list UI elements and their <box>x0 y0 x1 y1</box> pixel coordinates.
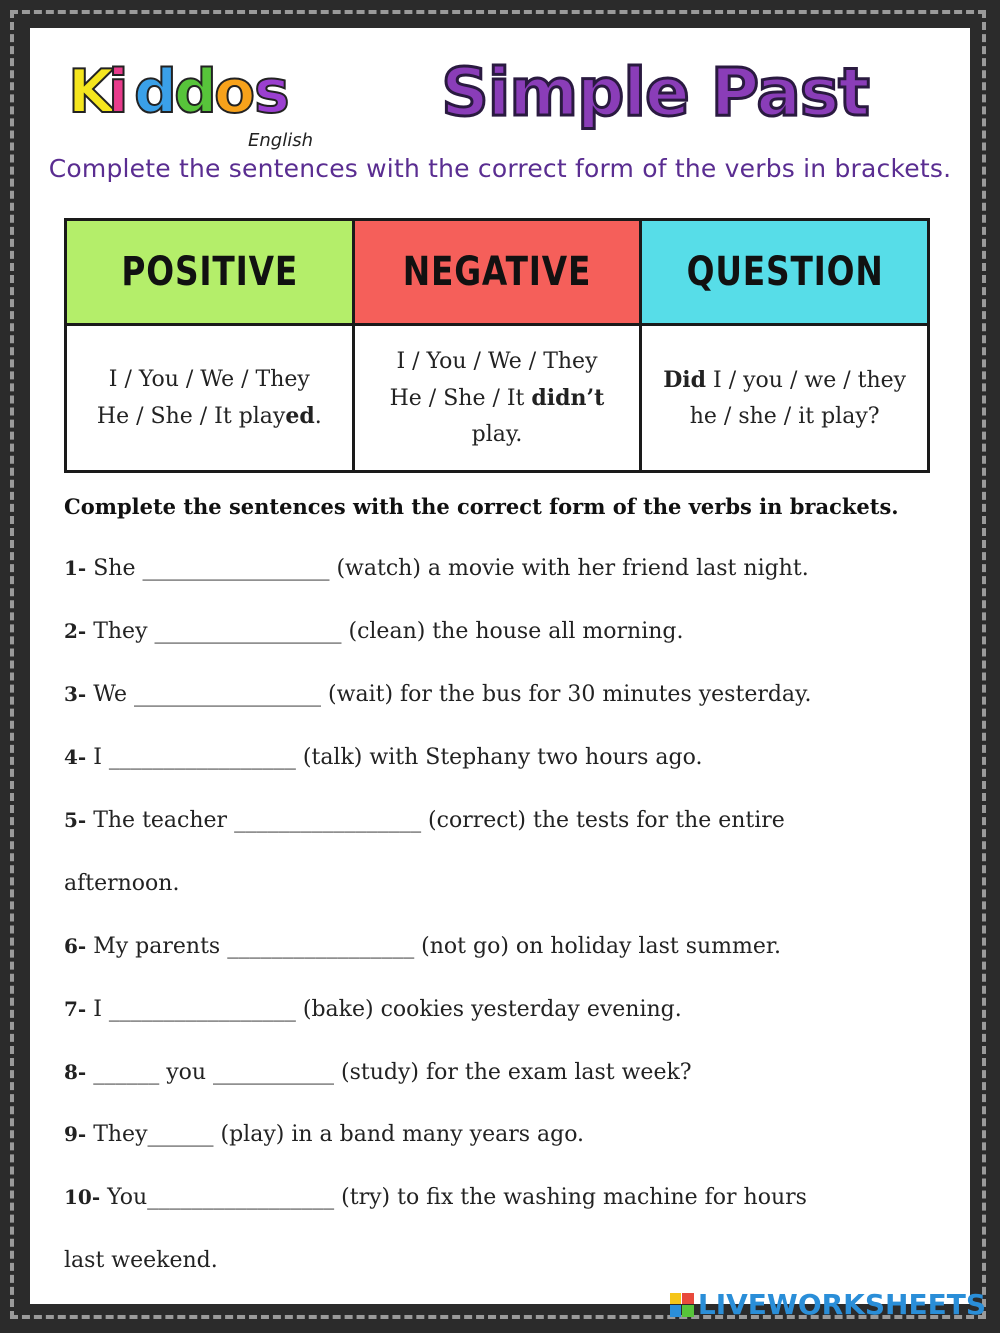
exercise-line: 1- She _________________ (watch) a movie with her friend last night. <box>64 556 809 581</box>
exercise-line: 6- My parents _________________ (not go) on holiday last summer. <box>64 934 782 959</box>
exercise-line: 4- I _________________ (talk) with Stephany two hours ago. <box>64 745 703 770</box>
header-negative: NEGATIVE <box>353 220 641 325</box>
logo-letter: o <box>214 57 254 127</box>
exercise-line: afternoon. <box>64 871 180 896</box>
cell-question: Did I / you / we / they he / she / it play? <box>641 325 929 472</box>
top-instruction: Complete the sentences with the correct form of the verbs in brackets. <box>48 154 952 183</box>
watermark-text: LIVEWORKSHEETS <box>697 1288 986 1321</box>
logo-letter: K <box>68 57 113 127</box>
exercise-line: 5- The teacher _________________ (correct) the tests for the entire <box>64 808 785 833</box>
logo-letter: d <box>134 57 175 127</box>
exercise-line: last weekend. <box>64 1248 218 1273</box>
exercise-line: 7- I _________________ (bake) cookies yesterday evening. <box>64 997 682 1022</box>
exercise-line: 2- They _________________ (clean) the house all morning. <box>64 619 684 644</box>
logo-subtitle: English <box>248 130 313 151</box>
exercise-instruction: Complete the sentences with the correct form of the verbs in brackets. <box>64 494 899 519</box>
cell-negative: I / You / We / They He / She / It didn’t play. <box>353 325 641 472</box>
header-question: QUESTION <box>641 220 929 325</box>
exercise-line: 8- ______ you ___________ (study) for the exam last week? <box>64 1060 692 1085</box>
grammar-table <box>64 218 930 473</box>
exercise-line: 10- You_________________ (try) to fix the washing machine for hours <box>64 1185 807 1210</box>
kiddos-logo <box>68 52 313 162</box>
exercise-line: 3- We _________________ (wait) for the bus for 30 minutes yesterday. <box>64 682 812 707</box>
cell-positive: I / You / We / They He / She / It played. <box>66 325 354 472</box>
header-positive: POSITIVE <box>66 220 354 325</box>
exercise-line: 9- They______ (play) in a band many years ago. <box>64 1122 585 1147</box>
logo-letter: s <box>254 57 288 127</box>
page-title: Simple Past <box>441 54 869 131</box>
liveworksheets-icon <box>670 1293 694 1317</box>
logo-letter: d <box>174 57 215 127</box>
liveworksheets-watermark <box>670 1288 986 1321</box>
logo-letter: i <box>108 57 127 127</box>
worksheet-page <box>30 28 970 1304</box>
